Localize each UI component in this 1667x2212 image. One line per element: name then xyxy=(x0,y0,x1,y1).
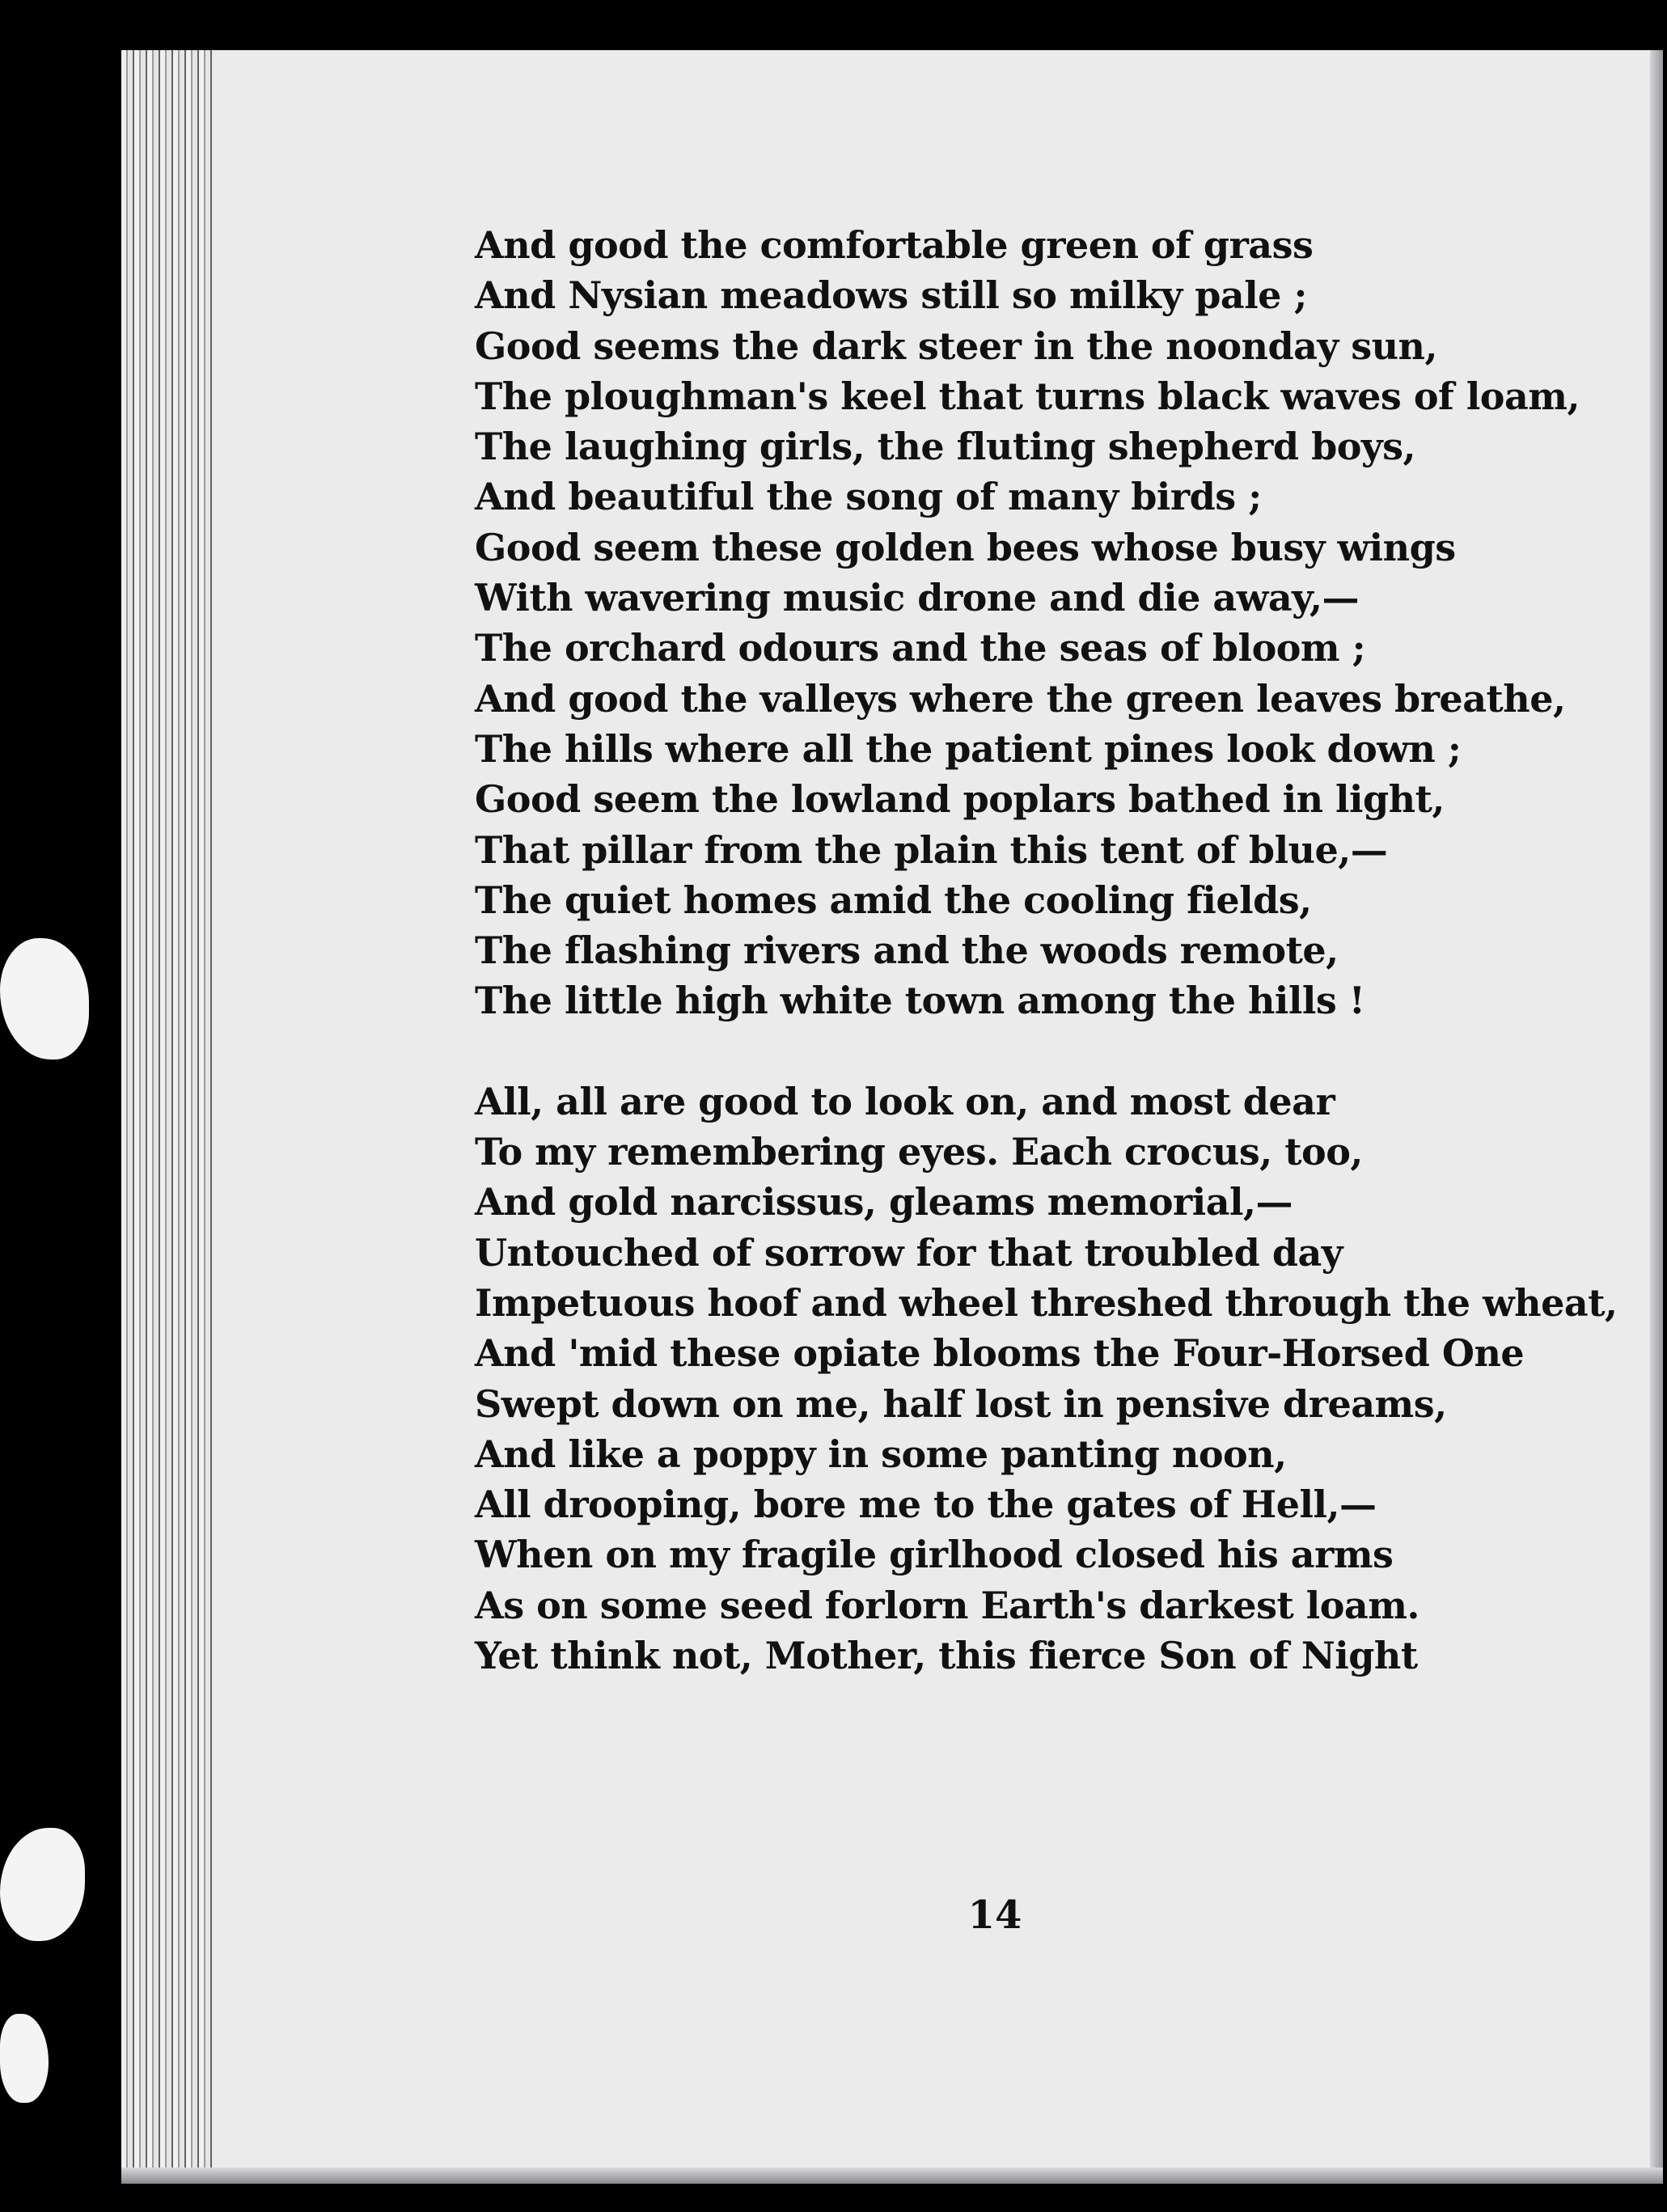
verse-line: All, all are good to look on, and most dear xyxy=(475,1079,1335,1123)
verse-line: Good seem these golden bees whose busy wings xyxy=(475,525,1456,569)
verse-line: The laughing girls, the fluting shepherd boys, xyxy=(475,425,1416,469)
verse-line: To my remembering eyes. Each crocus, too, xyxy=(475,1130,1363,1174)
verse-line: Good seem the lowland poplars bathed in light, xyxy=(475,777,1445,822)
verse-line: And Nysian meadows still so milky pale ; xyxy=(475,273,1307,318)
verse-line: That pillar from the plain this tent of blue,— xyxy=(475,827,1388,872)
verse-line: With wavering music drone and die away,— xyxy=(475,576,1359,620)
verse-line: And like a poppy in some panting noon, xyxy=(475,1432,1287,1476)
verse-line: And good the comfortable green of grass xyxy=(475,223,1314,267)
verse-line: And good the valleys where the green leaves breathe, xyxy=(475,676,1566,721)
verse-line: And gold narcissus, gleams memorial,— xyxy=(475,1180,1293,1224)
stanza-1 xyxy=(475,220,1623,1026)
verse-line: Yet think not, Mother, this fierce Son of Night xyxy=(475,1634,1418,1678)
page-right-edge xyxy=(1650,50,1663,2184)
verse-line: The hills where all the patient pines look down ; xyxy=(475,726,1462,771)
stanza-2 xyxy=(475,1076,1623,1681)
page-number: 14 xyxy=(967,1893,1022,1938)
verse-line: Untouched of sorrow for that troubled day xyxy=(475,1230,1343,1275)
verse-line: The flashing rivers and the woods remote, xyxy=(475,928,1339,973)
verse-line: Swept down on me, half lost in pensive dreams, xyxy=(475,1381,1447,1426)
poem-text xyxy=(475,220,1623,1681)
verse-line: The ploughman's keel that turns black waves of loam, xyxy=(475,374,1580,418)
verse-line: And 'mid these opiate blooms the Four-Horsed One xyxy=(475,1331,1525,1376)
verse-line: As on some seed forlorn Earth's darkest loam. xyxy=(475,1583,1419,1627)
verse-line: The quiet homes amid the cooling fields, xyxy=(475,878,1312,922)
verse-line: When on my fragile girlhood closed his arms xyxy=(475,1533,1394,1577)
page-edges xyxy=(121,50,212,2184)
verse-line: And beautiful the song of many birds ; xyxy=(475,475,1262,519)
verse-line: All drooping, bore me to the gates of Hell,— xyxy=(475,1482,1377,1527)
page-bottom-edge xyxy=(121,2168,1663,2184)
stanza-break xyxy=(475,1026,1623,1076)
verse-line: The orchard odours and the seas of bloom ; xyxy=(475,626,1366,670)
verse-line: Good seems the dark steer in the noonday sun, xyxy=(475,324,1438,368)
verse-line: The little high white town among the hills ! xyxy=(475,979,1365,1023)
verse-line: Impetuous hoof and wheel threshed through the wheat, xyxy=(475,1280,1618,1325)
